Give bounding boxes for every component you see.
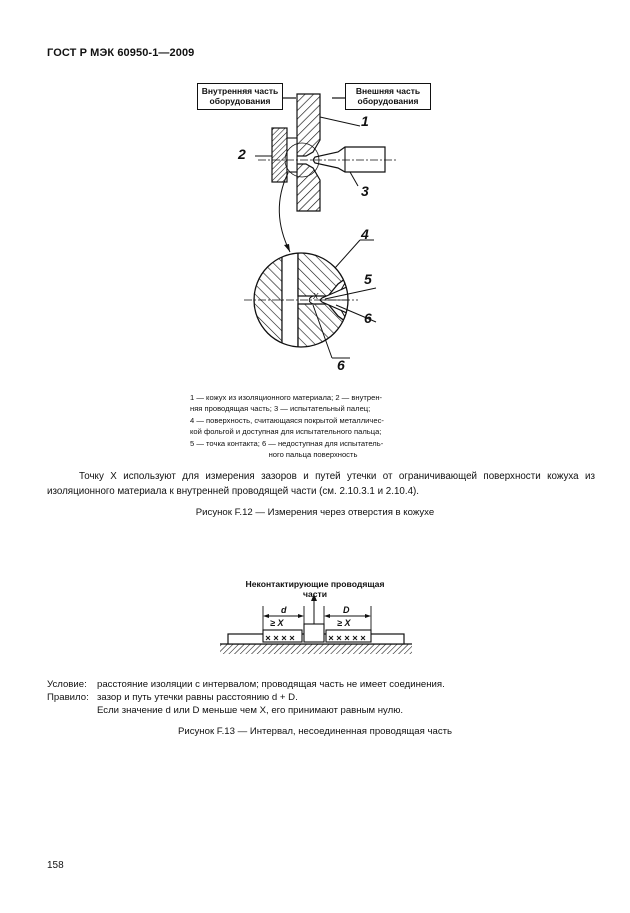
rule-key: Правило: — [47, 692, 89, 703]
figure-f12-caption: Рисунок F.12 — Измерения через отверстия в кожухе — [195, 507, 435, 518]
legend-line: 4 — поверхность, считающаяся покрытой металличес- — [190, 415, 384, 425]
figure-f13-title-line1: Неконтактирующие проводящая — [245, 579, 385, 589]
enclosure-wall-upper — [297, 94, 320, 156]
dim-D-min-label: ≥ X — [337, 618, 351, 628]
label-inner-part: Внутренняя часть оборудования — [197, 83, 283, 110]
legend-line: ного пальца поверхность — [268, 450, 358, 460]
callout-3: 3 — [361, 183, 369, 199]
dim-D-label: D — [343, 605, 350, 615]
legend-line: кой фольгой и доступная для испытательного пальца; — [190, 427, 382, 437]
dim-d-min-label: ≥ X — [270, 618, 284, 628]
figure-f12-legend — [190, 392, 436, 460]
callout-1: 1 — [361, 113, 369, 129]
figure-f13-caption: Рисунок F.13 — Интервал, несоединенная проводящая часть — [177, 726, 453, 737]
figure-f13-title — [200, 579, 430, 599]
inner-conductive-part — [272, 128, 287, 182]
dim-d-label: d — [281, 605, 287, 615]
callout-5: 5 — [364, 271, 372, 287]
legend-line: няя проводящая часть; 3 — испытательный палец; — [190, 404, 371, 414]
legend-line: 5 — точка контакта; 6 — недоступная для испытатель- — [190, 438, 384, 448]
page-number: 158 — [47, 860, 64, 871]
point-x-label: X — [313, 292, 319, 301]
document-header: ГОСТ Р МЭК 60950-1—2009 — [47, 47, 195, 59]
test-finger — [313, 147, 385, 172]
callout-6a: 6 — [364, 310, 372, 326]
body-paragraph: Точку X используют для измерения зазоров и путей утечки от ограничивающей поверхности кожуха из изоляционного материала к внутренней проводящей части (см. 2.10.3.1 и 2.10.4). — [47, 471, 595, 497]
callout-4: 4 — [361, 226, 369, 242]
legend-line: 1 — кожух из изоляционного материала; 2 — внутрен- — [190, 393, 383, 402]
condition-text: расстояние изоляции с интервалом; проводящая часть не имеет соединения. — [97, 679, 445, 690]
rule-line — [47, 691, 298, 705]
enclosure-wall-lower — [297, 164, 320, 211]
condition-line — [47, 678, 445, 692]
callout-2: 2 — [238, 146, 246, 162]
rule-text-2: Если значение d или D меньше чем X, его принимают равным нулю. — [97, 705, 404, 716]
callout-6b: 6 — [337, 357, 345, 373]
condition-key: Условие: — [47, 679, 87, 690]
label-outer-part: Внешняя часть оборудования — [345, 83, 431, 110]
figure-f13-drawing — [220, 594, 412, 654]
figure-f13-title-line2: части — [302, 589, 328, 599]
rule-text: зазор и путь утечки равны расстоянию d + D. — [97, 692, 298, 703]
